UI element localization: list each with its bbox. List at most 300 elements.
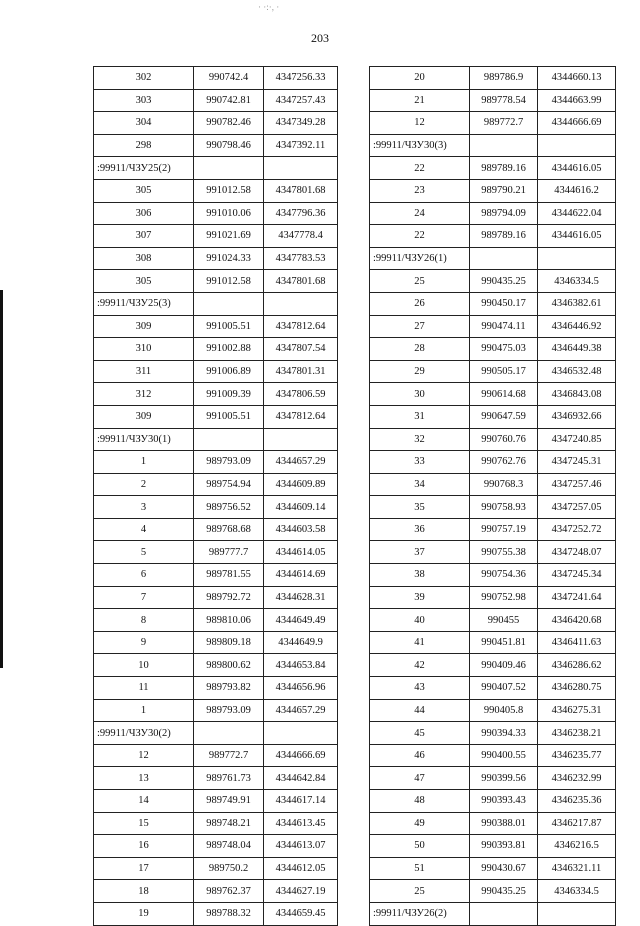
table-row <box>94 609 338 632</box>
table-row <box>94 564 338 587</box>
x-coordinate-cell: 990430.67 <box>470 857 538 880</box>
y-coordinate-cell <box>264 428 338 451</box>
point-number-cell: 31 <box>370 405 470 428</box>
y-coordinate-cell: 4344617.14 <box>264 790 338 813</box>
point-number-cell: 1 <box>94 699 194 722</box>
x-coordinate-cell: 989809.18 <box>194 631 264 654</box>
y-coordinate-cell: 4346216.5 <box>538 835 616 858</box>
table-row <box>94 835 338 858</box>
x-coordinate-cell: 989748.21 <box>194 812 264 835</box>
point-number-cell: 28 <box>370 338 470 361</box>
y-coordinate-cell: 4344616.05 <box>538 225 616 248</box>
table-row <box>94 790 338 813</box>
x-coordinate-cell: 990394.33 <box>470 722 538 745</box>
parcel-label-row <box>94 722 338 745</box>
y-coordinate-cell <box>264 157 338 180</box>
y-coordinate-cell: 4347796.36 <box>264 202 338 225</box>
y-coordinate-cell: 4347801.68 <box>264 179 338 202</box>
point-number-cell: 15 <box>94 812 194 835</box>
point-number-cell: 37 <box>370 541 470 564</box>
y-coordinate-cell: 4347783.53 <box>264 247 338 270</box>
parcel-label-row <box>370 134 616 157</box>
y-coordinate-cell: 4347257.05 <box>538 496 616 519</box>
x-coordinate-cell: 990409.46 <box>470 654 538 677</box>
table-row <box>370 790 616 813</box>
table-row <box>370 857 616 880</box>
x-coordinate-cell: 990742.4 <box>194 67 264 90</box>
x-coordinate-cell: 990760.76 <box>470 428 538 451</box>
x-coordinate-cell: 990505.17 <box>470 360 538 383</box>
x-coordinate-cell: 991002.88 <box>194 338 264 361</box>
table-row <box>370 722 616 745</box>
coordinates-table-left <box>93 66 338 926</box>
point-number-cell: 8 <box>94 609 194 632</box>
x-coordinate-cell: 989754.94 <box>194 473 264 496</box>
x-coordinate-cell <box>194 292 264 315</box>
y-coordinate-cell: 4346334.5 <box>538 880 616 903</box>
x-coordinate-cell: 991006.89 <box>194 360 264 383</box>
point-number-cell: 2 <box>94 473 194 496</box>
y-coordinate-cell: 4344616.05 <box>538 157 616 180</box>
x-coordinate-cell: 991009.39 <box>194 383 264 406</box>
y-coordinate-cell: 4346280.75 <box>538 677 616 700</box>
y-coordinate-cell: 4344613.07 <box>264 835 338 858</box>
x-coordinate-cell: 990762.76 <box>470 451 538 474</box>
point-number-cell: 305 <box>94 179 194 202</box>
point-number-cell: 304 <box>94 112 194 135</box>
point-number-cell: 13 <box>94 767 194 790</box>
y-coordinate-cell: 4344609.89 <box>264 473 338 496</box>
table-row <box>370 586 616 609</box>
point-number-cell: 310 <box>94 338 194 361</box>
x-coordinate-cell <box>470 247 538 270</box>
table-row <box>94 405 338 428</box>
parcel-label-row <box>94 157 338 180</box>
table-row <box>94 225 338 248</box>
table-row <box>94 744 338 767</box>
x-coordinate-cell: 989778.54 <box>470 89 538 112</box>
table-row <box>94 631 338 654</box>
point-number-cell: 7 <box>94 586 194 609</box>
x-coordinate-cell: 989756.52 <box>194 496 264 519</box>
x-coordinate-cell: 991005.51 <box>194 315 264 338</box>
y-coordinate-cell: 4344657.29 <box>264 699 338 722</box>
y-coordinate-cell: 4347245.31 <box>538 451 616 474</box>
table-row <box>94 880 338 903</box>
x-coordinate-cell: 990407.52 <box>470 677 538 700</box>
point-number-cell: 306 <box>94 202 194 225</box>
x-coordinate-cell <box>470 902 538 925</box>
point-number-cell: 12 <box>370 112 470 135</box>
x-coordinate-cell: 989781.55 <box>194 564 264 587</box>
y-coordinate-cell: 4347240.85 <box>538 428 616 451</box>
parcel-label-cell: :99911/ЧЗУ25(3) <box>94 292 194 315</box>
table-row <box>94 767 338 790</box>
table-row <box>94 677 338 700</box>
y-coordinate-cell: 4344660.13 <box>538 67 616 90</box>
parcel-label-cell: :99911/ЧЗУ26(1) <box>370 247 470 270</box>
parcel-label-cell: :99911/ЧЗУ30(1) <box>94 428 194 451</box>
x-coordinate-cell: 991010.06 <box>194 202 264 225</box>
x-coordinate-cell: 989749.91 <box>194 790 264 813</box>
table-row <box>370 609 616 632</box>
top-scan-mark: · ·:·, · <box>258 2 280 12</box>
x-coordinate-cell: 990474.11 <box>470 315 538 338</box>
point-number-cell: 309 <box>94 315 194 338</box>
point-number-cell: 298 <box>94 134 194 157</box>
point-number-cell: 308 <box>94 247 194 270</box>
point-number-cell: 30 <box>370 383 470 406</box>
x-coordinate-cell: 990435.25 <box>470 270 538 293</box>
point-number-cell: 39 <box>370 586 470 609</box>
y-coordinate-cell: 4344613.45 <box>264 812 338 835</box>
x-coordinate-cell: 990768.3 <box>470 473 538 496</box>
table-row <box>94 857 338 880</box>
x-coordinate-cell: 990435.25 <box>470 880 538 903</box>
table-row <box>370 677 616 700</box>
y-coordinate-cell: 4346235.77 <box>538 744 616 767</box>
y-coordinate-cell: 4344614.05 <box>264 541 338 564</box>
x-coordinate-cell: 989794.09 <box>470 202 538 225</box>
table-row <box>370 564 616 587</box>
point-number-cell: 11 <box>94 677 194 700</box>
x-coordinate-cell <box>194 157 264 180</box>
y-coordinate-cell: 4344614.69 <box>264 564 338 587</box>
table-row <box>370 518 616 541</box>
y-coordinate-cell: 4344653.84 <box>264 654 338 677</box>
table-row <box>94 496 338 519</box>
x-coordinate-cell <box>470 134 538 157</box>
y-coordinate-cell: 4347807.54 <box>264 338 338 361</box>
coordinates-table-right-body <box>370 67 616 926</box>
point-number-cell: 34 <box>370 473 470 496</box>
table-row <box>94 202 338 225</box>
table-row <box>370 631 616 654</box>
point-number-cell: 22 <box>370 225 470 248</box>
x-coordinate-cell: 990755.38 <box>470 541 538 564</box>
point-number-cell: 42 <box>370 654 470 677</box>
x-coordinate-cell: 990400.55 <box>470 744 538 767</box>
point-number-cell: 22 <box>370 157 470 180</box>
table-row <box>370 225 616 248</box>
table-row <box>94 541 338 564</box>
x-coordinate-cell: 990451.81 <box>470 631 538 654</box>
table-row <box>370 767 616 790</box>
table-row <box>94 112 338 135</box>
point-number-cell: 17 <box>94 857 194 880</box>
point-number-cell: 44 <box>370 699 470 722</box>
table-row <box>94 699 338 722</box>
point-number-cell: 41 <box>370 631 470 654</box>
table-row <box>370 451 616 474</box>
x-coordinate-cell: 990647.59 <box>470 405 538 428</box>
y-coordinate-cell: 4346446.92 <box>538 315 616 338</box>
table-row <box>370 835 616 858</box>
table-row <box>94 134 338 157</box>
table-row <box>370 405 616 428</box>
point-number-cell: 40 <box>370 609 470 632</box>
table-row <box>370 812 616 835</box>
y-coordinate-cell: 4346334.5 <box>538 270 616 293</box>
x-coordinate-cell: 991012.58 <box>194 270 264 293</box>
y-coordinate-cell: 4347801.68 <box>264 270 338 293</box>
table-row <box>94 67 338 90</box>
page-number: 203 <box>311 31 329 45</box>
point-number-cell: 46 <box>370 744 470 767</box>
parcel-label-cell: :99911/ЧЗУ30(2) <box>94 722 194 745</box>
y-coordinate-cell: 4344642.84 <box>264 767 338 790</box>
y-coordinate-cell <box>538 902 616 925</box>
y-coordinate-cell <box>538 134 616 157</box>
table-row <box>370 157 616 180</box>
y-coordinate-cell: 4346420.68 <box>538 609 616 632</box>
table-row <box>94 89 338 112</box>
x-coordinate-cell: 989762.37 <box>194 880 264 903</box>
point-number-cell: 27 <box>370 315 470 338</box>
point-number-cell: 45 <box>370 722 470 745</box>
x-coordinate-cell: 989786.9 <box>470 67 538 90</box>
x-coordinate-cell: 991012.58 <box>194 179 264 202</box>
x-coordinate-cell: 990754.36 <box>470 564 538 587</box>
x-coordinate-cell: 990475.03 <box>470 338 538 361</box>
point-number-cell: 307 <box>94 225 194 248</box>
table-row <box>370 880 616 903</box>
x-coordinate-cell: 989772.7 <box>470 112 538 135</box>
table-row <box>94 315 338 338</box>
point-number-cell: 303 <box>94 89 194 112</box>
y-coordinate-cell: 4344657.29 <box>264 451 338 474</box>
x-coordinate-cell: 989793.09 <box>194 699 264 722</box>
y-coordinate-cell <box>264 722 338 745</box>
parcel-label-cell: :99911/ЧЗУ30(3) <box>370 134 470 157</box>
point-number-cell: 29 <box>370 360 470 383</box>
table-row <box>94 473 338 496</box>
table-row <box>370 338 616 361</box>
y-coordinate-cell: 4344616.2 <box>538 179 616 202</box>
table-row <box>370 699 616 722</box>
scan-edge-bar <box>0 290 3 668</box>
point-number-cell: 38 <box>370 564 470 587</box>
point-number-cell: 305 <box>94 270 194 293</box>
y-coordinate-cell: 4346238.21 <box>538 722 616 745</box>
y-coordinate-cell: 4344622.04 <box>538 202 616 225</box>
y-coordinate-cell: 4346411.63 <box>538 631 616 654</box>
point-number-cell: 24 <box>370 202 470 225</box>
x-coordinate-cell: 990614.68 <box>470 383 538 406</box>
point-number-cell: 19 <box>94 902 194 925</box>
point-number-cell: 20 <box>370 67 470 90</box>
point-number-cell: 43 <box>370 677 470 700</box>
y-coordinate-cell: 4347778.4 <box>264 225 338 248</box>
x-coordinate-cell <box>194 722 264 745</box>
x-coordinate-cell: 991024.33 <box>194 247 264 270</box>
table-row <box>94 451 338 474</box>
table-row <box>94 902 338 925</box>
x-coordinate-cell: 989789.16 <box>470 157 538 180</box>
y-coordinate-cell: 4347812.64 <box>264 315 338 338</box>
table-row <box>94 812 338 835</box>
x-coordinate-cell: 989750.2 <box>194 857 264 880</box>
point-number-cell: 5 <box>94 541 194 564</box>
point-number-cell: 32 <box>370 428 470 451</box>
table-row <box>370 496 616 519</box>
point-number-cell: 14 <box>94 790 194 813</box>
y-coordinate-cell: 4344628.31 <box>264 586 338 609</box>
x-coordinate-cell: 990752.98 <box>470 586 538 609</box>
x-coordinate-cell: 989748.04 <box>194 835 264 858</box>
table-row <box>370 654 616 677</box>
y-coordinate-cell: 4347812.64 <box>264 405 338 428</box>
point-number-cell: 302 <box>94 67 194 90</box>
y-coordinate-cell: 4347256.33 <box>264 67 338 90</box>
table-row <box>370 360 616 383</box>
y-coordinate-cell: 4347392.11 <box>264 134 338 157</box>
coordinates-table-right <box>369 66 616 926</box>
y-coordinate-cell: 4347245.34 <box>538 564 616 587</box>
y-coordinate-cell: 4347257.46 <box>538 473 616 496</box>
point-number-cell: 16 <box>94 835 194 858</box>
x-coordinate-cell: 990393.43 <box>470 790 538 813</box>
x-coordinate-cell: 989792.72 <box>194 586 264 609</box>
x-coordinate-cell: 989793.09 <box>194 451 264 474</box>
point-number-cell: 21 <box>370 89 470 112</box>
table-row <box>370 315 616 338</box>
y-coordinate-cell: 4346275.31 <box>538 699 616 722</box>
x-coordinate-cell: 989772.7 <box>194 744 264 767</box>
x-coordinate-cell: 990742.81 <box>194 89 264 112</box>
y-coordinate-cell: 4344663.99 <box>538 89 616 112</box>
y-coordinate-cell: 4346843.08 <box>538 383 616 406</box>
point-number-cell: 50 <box>370 835 470 858</box>
table-row <box>370 270 616 293</box>
x-coordinate-cell: 990405.8 <box>470 699 538 722</box>
point-number-cell: 36 <box>370 518 470 541</box>
y-coordinate-cell: 4346235.36 <box>538 790 616 813</box>
y-coordinate-cell: 4346532.48 <box>538 360 616 383</box>
y-coordinate-cell: 4344656.96 <box>264 677 338 700</box>
y-coordinate-cell: 4346449.38 <box>538 338 616 361</box>
table-row <box>94 270 338 293</box>
table-row <box>94 360 338 383</box>
y-coordinate-cell: 4346286.62 <box>538 654 616 677</box>
x-coordinate-cell: 989790.21 <box>470 179 538 202</box>
point-number-cell: 18 <box>94 880 194 903</box>
table-row <box>370 744 616 767</box>
y-coordinate-cell: 4344603.58 <box>264 518 338 541</box>
y-coordinate-cell: 4346321.11 <box>538 857 616 880</box>
table-row <box>94 518 338 541</box>
table-row <box>94 179 338 202</box>
y-coordinate-cell: 4347252.72 <box>538 518 616 541</box>
y-coordinate-cell: 4347806.59 <box>264 383 338 406</box>
point-number-cell: 23 <box>370 179 470 202</box>
parcel-label-row <box>370 247 616 270</box>
table-row <box>370 202 616 225</box>
coordinates-table-left-body <box>94 67 338 926</box>
x-coordinate-cell: 989810.06 <box>194 609 264 632</box>
table-row <box>370 179 616 202</box>
point-number-cell: 12 <box>94 744 194 767</box>
point-number-cell: 35 <box>370 496 470 519</box>
y-coordinate-cell: 4346382.61 <box>538 292 616 315</box>
table-row <box>370 89 616 112</box>
y-coordinate-cell: 4347801.31 <box>264 360 338 383</box>
x-coordinate-cell: 990393.81 <box>470 835 538 858</box>
table-row <box>94 338 338 361</box>
table-row <box>94 247 338 270</box>
y-coordinate-cell: 4347241.64 <box>538 586 616 609</box>
point-number-cell: 312 <box>94 383 194 406</box>
point-number-cell: 9 <box>94 631 194 654</box>
point-number-cell: 10 <box>94 654 194 677</box>
table-row <box>94 586 338 609</box>
x-coordinate-cell: 990757.19 <box>470 518 538 541</box>
point-number-cell: 48 <box>370 790 470 813</box>
x-coordinate-cell: 990758.93 <box>470 496 538 519</box>
y-coordinate-cell: 4346217.87 <box>538 812 616 835</box>
parcel-label-cell: :99911/ЧЗУ25(2) <box>94 157 194 180</box>
point-number-cell: 47 <box>370 767 470 790</box>
x-coordinate-cell: 989768.68 <box>194 518 264 541</box>
y-coordinate-cell: 4346932.66 <box>538 405 616 428</box>
point-number-cell: 51 <box>370 857 470 880</box>
y-coordinate-cell: 4344627.19 <box>264 880 338 903</box>
x-coordinate-cell: 990399.56 <box>470 767 538 790</box>
point-number-cell: 33 <box>370 451 470 474</box>
parcel-label-row <box>94 292 338 315</box>
point-number-cell: 25 <box>370 880 470 903</box>
table-row <box>370 112 616 135</box>
point-number-cell: 26 <box>370 292 470 315</box>
y-coordinate-cell: 4344666.69 <box>538 112 616 135</box>
table-row <box>370 383 616 406</box>
point-number-cell: 309 <box>94 405 194 428</box>
x-coordinate-cell: 989789.16 <box>470 225 538 248</box>
y-coordinate-cell: 4347257.43 <box>264 89 338 112</box>
table-row <box>370 541 616 564</box>
table-row <box>370 67 616 90</box>
point-number-cell: 4 <box>94 518 194 541</box>
y-coordinate-cell: 4347349.28 <box>264 112 338 135</box>
y-coordinate-cell: 4344649.9 <box>264 631 338 654</box>
y-coordinate-cell: 4344666.69 <box>264 744 338 767</box>
x-coordinate-cell: 989793.82 <box>194 677 264 700</box>
table-row <box>94 654 338 677</box>
y-coordinate-cell: 4347248.07 <box>538 541 616 564</box>
y-coordinate-cell <box>538 247 616 270</box>
y-coordinate-cell: 4344612.05 <box>264 857 338 880</box>
x-coordinate-cell <box>194 428 264 451</box>
parcel-label-row <box>370 902 616 925</box>
point-number-cell: 25 <box>370 270 470 293</box>
x-coordinate-cell: 989761.73 <box>194 767 264 790</box>
table-row <box>370 292 616 315</box>
table-row <box>370 473 616 496</box>
y-coordinate-cell <box>264 292 338 315</box>
x-coordinate-cell: 989800.62 <box>194 654 264 677</box>
point-number-cell: 1 <box>94 451 194 474</box>
parcel-label-cell: :99911/ЧЗУ26(2) <box>370 902 470 925</box>
y-coordinate-cell: 4344659.45 <box>264 902 338 925</box>
x-coordinate-cell: 990450.17 <box>470 292 538 315</box>
table-row <box>370 428 616 451</box>
point-number-cell: 311 <box>94 360 194 383</box>
point-number-cell: 6 <box>94 564 194 587</box>
x-coordinate-cell: 991005.51 <box>194 405 264 428</box>
x-coordinate-cell: 989788.32 <box>194 902 264 925</box>
point-number-cell: 3 <box>94 496 194 519</box>
table-row <box>94 383 338 406</box>
